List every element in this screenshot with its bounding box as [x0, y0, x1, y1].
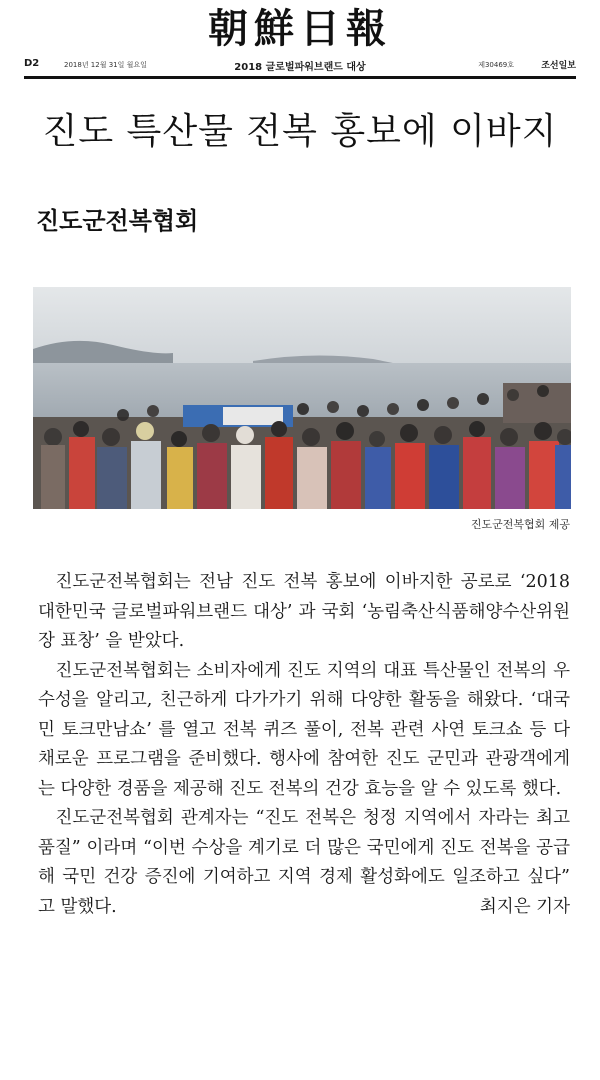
photo-caption: 진도군전복협회 제공	[470, 518, 570, 531]
issue-date: 2018년 12월 31일 월요일	[64, 61, 147, 69]
paper-name: 조선일보	[541, 61, 576, 71]
article-body	[38, 568, 570, 922]
crowd-photo-illustration	[33, 287, 571, 509]
article-headline: 진도 특산물 전복 홍보에 이바지	[42, 111, 558, 152]
page-number: D2	[24, 58, 40, 69]
newspaper-masthead: 朝鮮日報	[208, 5, 392, 52]
folio-bar	[24, 56, 576, 79]
article-paragraph-text: 진도군전복협회 관계자는 “진도 전복은 청정 지역에서 자라는 최고 품질” 이라며 “이번 수상을 계기로 더 많은 국민에게 진도 전복을 공급해 국민 건강 증진에 기여하고 지역 경제 활성화에도 일조하고 싶다” 고 말했다.	[38, 808, 570, 917]
article-paragraph: 진도군전복협회는 전남 진도 전복 홍보에 이바지한 공로로 ‘2018 대한민국 글로벌파워브랜드 대상’ 과 국회 ‘농림축산식품해양수산위원장 표창’ 을 받았다.	[38, 572, 570, 651]
article-paragraph	[38, 804, 570, 922]
event-photo	[33, 287, 571, 509]
issue-number: 제30469호	[478, 61, 514, 69]
section-title: 2018 글로벌파워브랜드 대상	[234, 62, 366, 73]
article-paragraph: 진도군전복협회는 소비자에게 진도 지역의 대표 특산물인 전복의 우수성을 알리고, 친근하게 다가가기 위해 다양한 활동을 해왔다. ‘대국민 토크만남쇼’ 를 열고 전복 퀴즈 풀이, 전복 관련 사연 토크쇼 등 다채로운 프로그램을 준비했다. 행사에 참여한 진도 군민과 관광객에게는 다양한 경품을 제공해 진도 전복의 건강 효능을 알 수 있도록 했다.	[38, 660, 570, 799]
article-subhead: 진도군전복협회	[36, 207, 199, 235]
article-byline: 최지은 기자	[479, 896, 570, 917]
